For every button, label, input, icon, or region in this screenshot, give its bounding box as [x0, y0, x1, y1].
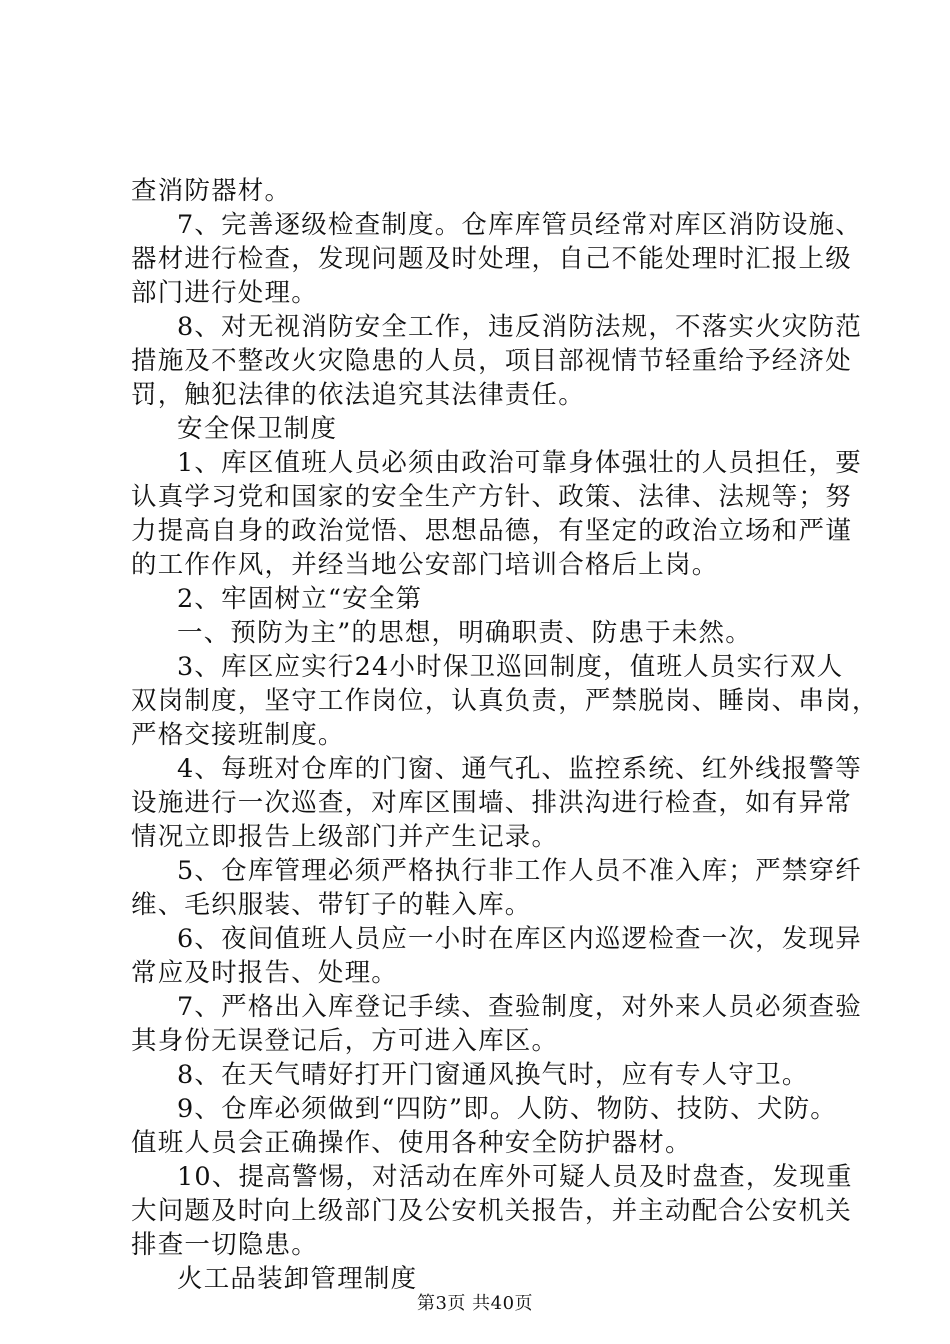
- section-heading: 安全保卫制度: [177, 414, 338, 444]
- text-line: 大问题及时向上级部门及公安机关报告，并主动配合公安机关: [131, 1196, 852, 1226]
- text-line: 8、在天气晴好打开门窗通风换气时，应有专人守卫。: [177, 1060, 809, 1090]
- text-line: 罚，触犯法律的依法追究其法律责任。: [131, 380, 585, 410]
- text-line: 1、库区值班人员必须由政治可靠身体强壮的人员担任，要: [177, 448, 862, 478]
- text-line: 9、仓库必须做到“四防”即。人防、物防、技防、犬防。: [177, 1094, 837, 1124]
- text-line: 设施进行一次巡查，对库区围墙、排洪沟进行检查，如有异常: [131, 788, 852, 818]
- text-line: 一、预防为主”的思想，明确职责、防患于未然。: [177, 618, 752, 648]
- text-line: 值班人员会正确操作、使用各种安全防护器材。: [131, 1128, 692, 1158]
- text-line: 查消防器材。: [131, 176, 292, 206]
- text-line: 其身份无误登记后，方可进入库区。: [131, 1026, 559, 1056]
- text-line: 7、完善逐级检查制度。仓库库管员经常对库区消防设施、: [177, 210, 862, 240]
- text-line: 7、严格出入库登记手续、查验制度，对外来人员必须查验: [177, 992, 862, 1022]
- text-line: 3、库区应实行24小时保卫巡回制度，值班人员实行双人: [177, 652, 844, 682]
- text-line: 常应及时报告、处理。: [131, 958, 399, 988]
- text-line: 部门进行处理。: [131, 278, 318, 308]
- text-line: 情况立即报告上级部门并产生记录。: [131, 822, 559, 852]
- text-line: 双岗制度，坚守工作岗位，认真负责，严禁脱岗、睡岗、串岗，: [131, 686, 879, 716]
- text-line: 措施及不整改火灾隐患的人员，项目部视情节轻重给予经济处: [131, 346, 852, 376]
- text-line: 的工作作风，并经当地公安部门培训合格后上岗。: [131, 550, 719, 580]
- text-line: 认真学习党和国家的安全生产方针、政策、法律、法规等；努: [131, 482, 852, 512]
- text-line: 8、对无视消防安全工作，违反消防法规，不落实火灾防范: [177, 312, 862, 342]
- text-line: 2、牢固树立“安全第: [177, 584, 423, 614]
- text-line: 10、提高警惕，对活动在库外可疑人员及时盘查，发现重: [177, 1162, 853, 1192]
- text-line: 6、夜间值班人员应一小时在库区内巡逻检查一次，发现异: [177, 924, 862, 954]
- page-number-footer: 第3页 共40页: [416, 1293, 534, 1314]
- text-line: 5、仓库管理必须严格执行非工作人员不准入库；严禁穿纤: [177, 856, 862, 886]
- section-heading: 火工品装卸管理制度: [177, 1264, 418, 1294]
- text-line: 排查一切隐患。: [131, 1230, 318, 1260]
- text-line: 力提高自身的政治觉悟、思想品德，有坚定的政治立场和严谨: [131, 516, 852, 546]
- text-line: 4、每班对仓库的门窗、通气孔、监控系统、红外线报警等: [177, 754, 862, 784]
- text-line: 严格交接班制度。: [131, 720, 345, 750]
- text-line: 器材进行检查，发现问题及时处理，自己不能处理时汇报上级: [131, 244, 852, 274]
- text-line: 维、毛织服装、带钉子的鞋入库。: [131, 890, 532, 920]
